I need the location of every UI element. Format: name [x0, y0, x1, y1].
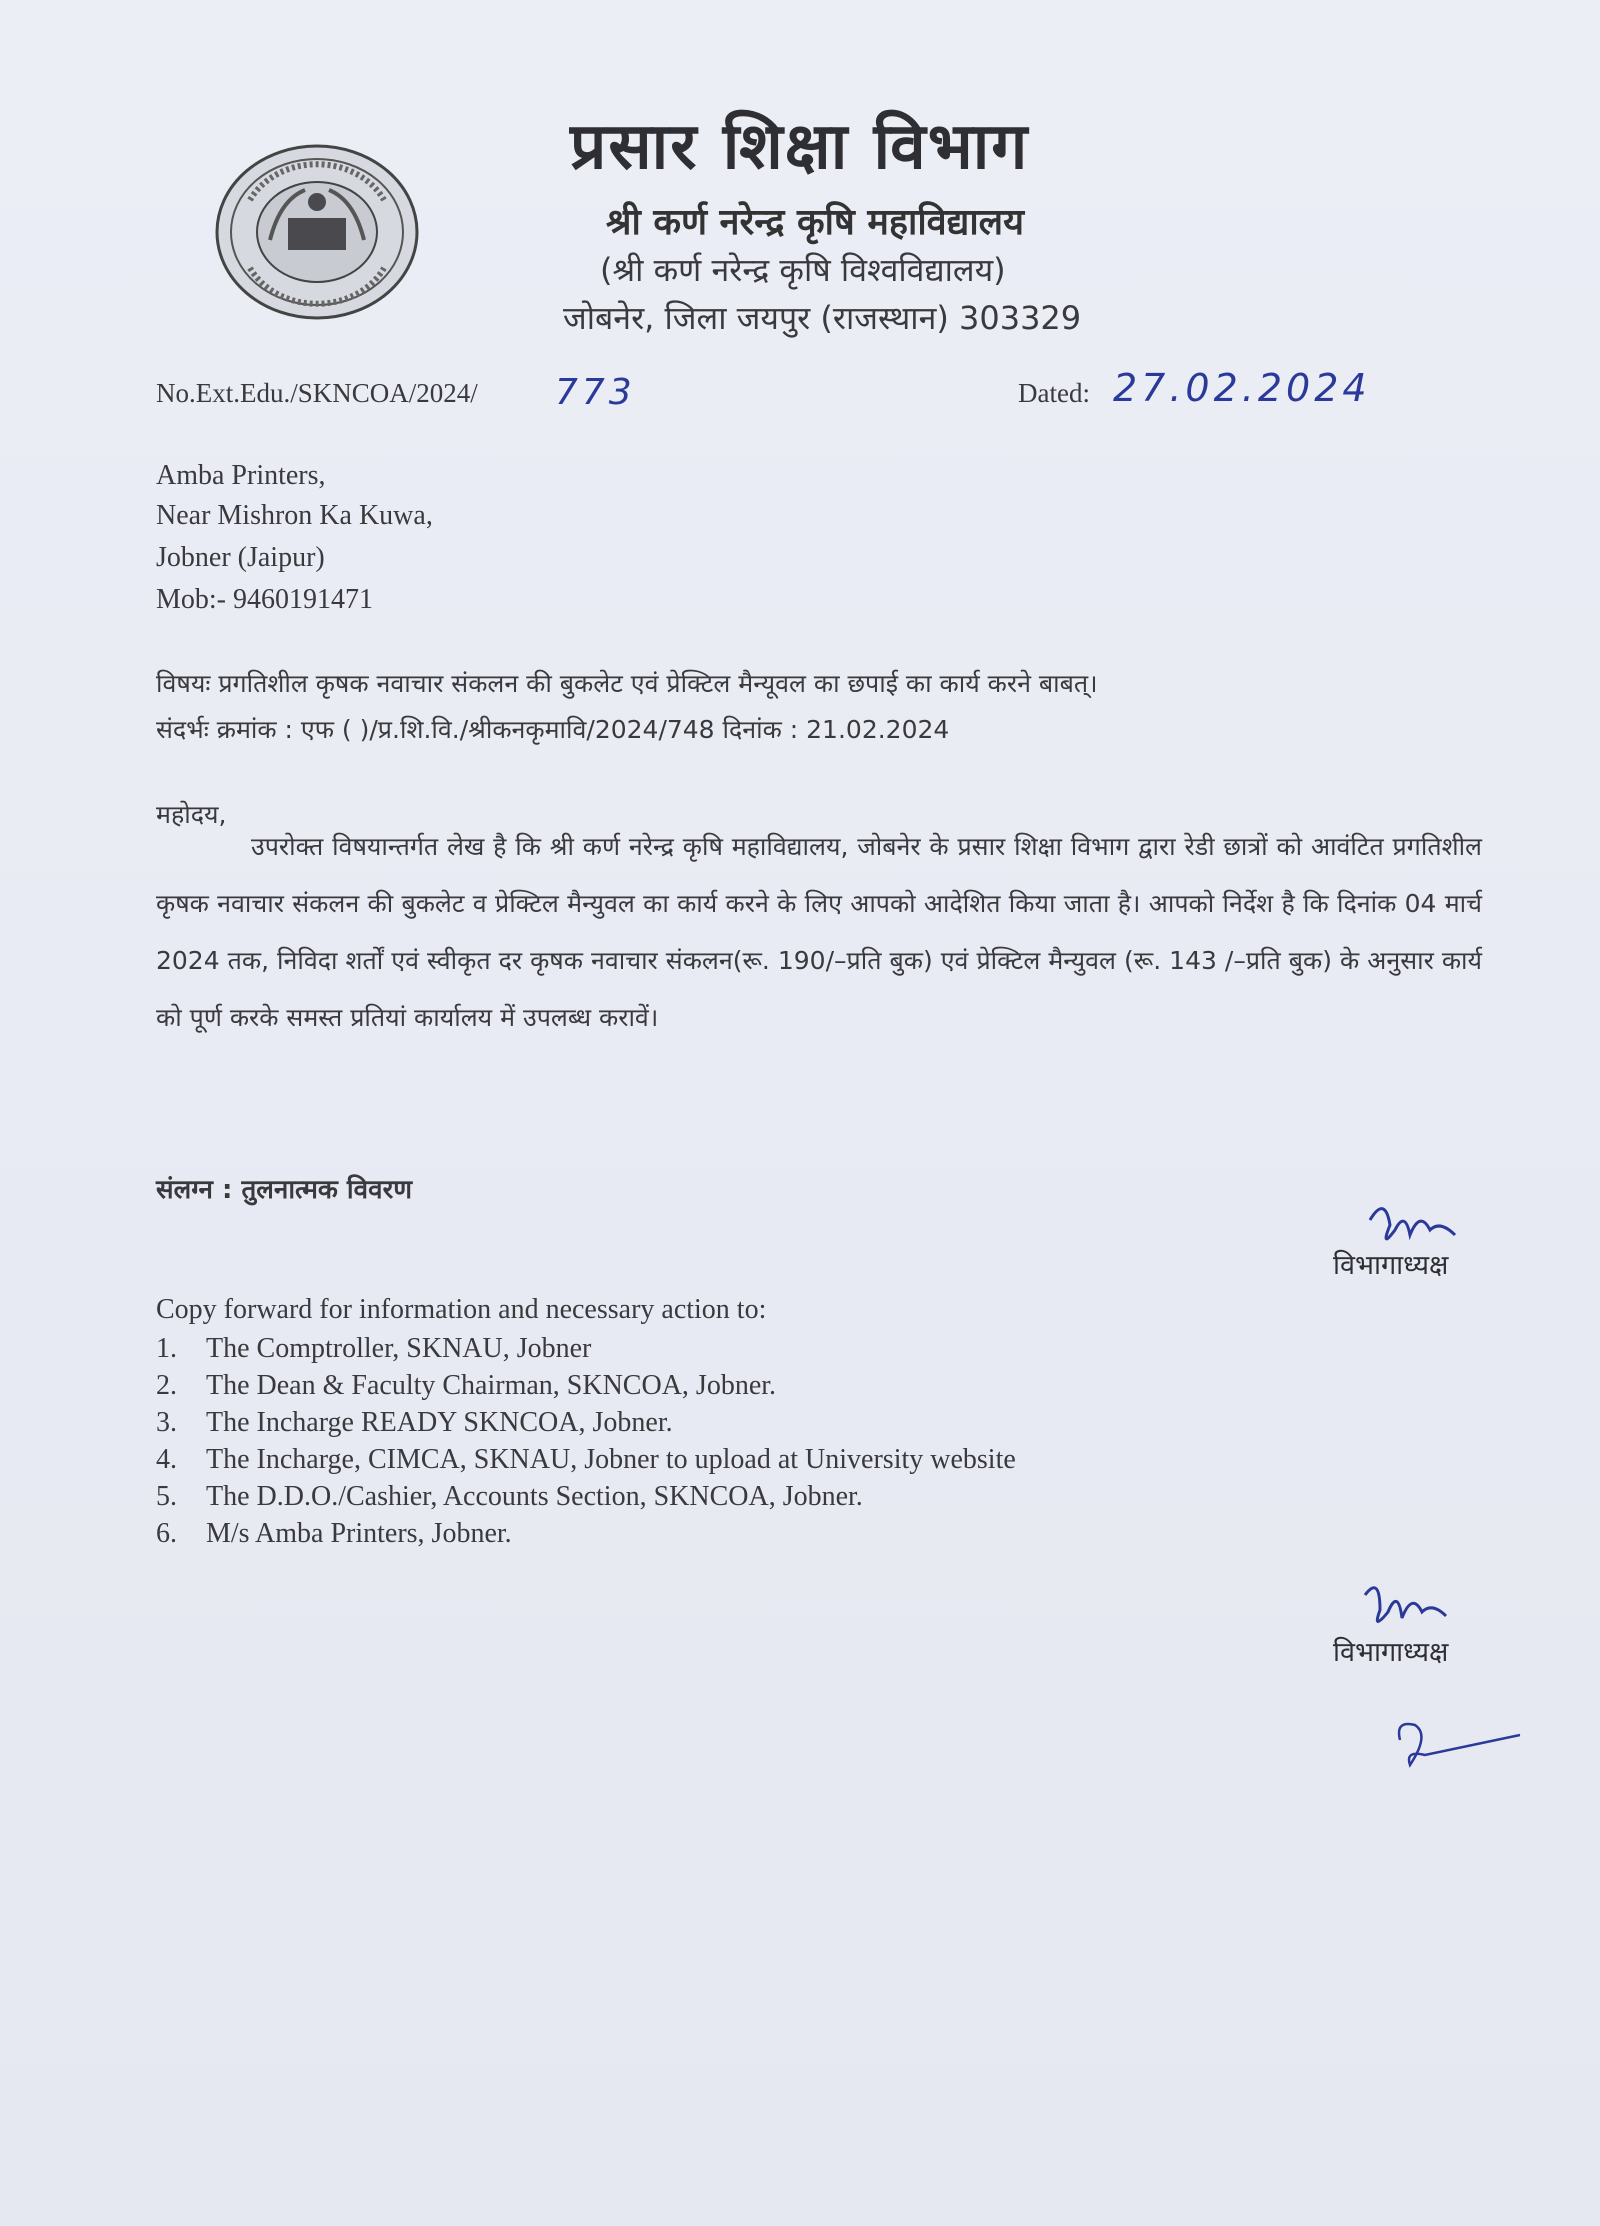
reference-number-handwritten: 773: [555, 372, 636, 413]
date-handwritten: 27.02.2024: [1113, 366, 1371, 410]
signatory-title: विभागाध्यक्ष: [1333, 1250, 1449, 1281]
university-seal-logo: [210, 140, 425, 325]
college-name: श्री कर्ण नरेन्द्र कृषि महाविद्यालय: [606, 202, 1024, 243]
reference-number-label: No.Ext.Edu./SKNCOA/2024/: [156, 378, 478, 408]
copy-forward-list: [156, 1330, 1016, 1552]
list-item: 5. The D.D.O./Cashier, Accounts Section, SKNCOA, Jobner.: [156, 1481, 863, 1512]
subject-line: विषयः प्रगतिशील कृषक नवाचार संकलन की बुकलेट एवं प्रेक्टिल मैन्यूवल का छपाई का कार्य करने बाबत्।: [156, 669, 1098, 698]
reference-line: संदर्भः क्रमांक : एफ ( )/प्र.शि.वि./श्रीकनकृमावि/2024/748 दिनांक : 21.02.2024: [156, 715, 950, 744]
addressee-line: Near Mishron Ka Kuwa,: [156, 500, 433, 531]
signature-mark: [1350, 1570, 1480, 1640]
addressee-line: Jobner (Jaipur): [156, 542, 325, 573]
enclosure-note: संलग्न : तुलनात्मक विवरण: [156, 1175, 413, 1205]
university-name: (श्री कर्ण नरेन्द्र कृषि विश्वविद्यालय): [600, 251, 1006, 289]
copy-forward-heading: Copy forward for information and necessary action to:: [156, 1294, 767, 1325]
list-item: 1. The Comptroller, SKNAU, Jobner: [156, 1333, 592, 1364]
dated-label: Dated:: [1018, 378, 1090, 408]
body-paragraph: उपरोक्त विषयान्तर्गत लेख है कि श्री कर्ण नरेन्द्र कृषि महाविद्यालय, जोबनेर के प्रसार शिक्षा विभाग द्वारा रेडी छात्रों को आवंटित प्रगतिशील कृषक नवाचार संकलन की बुकलेट व प्रेक्टिल मैन्युवल का कार्य करने के लिए आपको आदेशित किया जाता है। आपको निर्देश है कि दिनांक 04 मार्च 2024 तक, निविदा शर्तों एवं स्वीकृत दर कृषक नवाचार संकलन(रू. 190/–प्रति बुक) एवं प्रेक्टिल मैन्युवल (रू. 143 /–प्रति बुक) के अनुसार कार्य को पूर्ण करके समस्त प्रतियां कार्यालय में उपलब्ध करावें।: [156, 832, 1482, 1032]
addressee-line: Amba Printers,: [156, 460, 326, 491]
list-item: 2. The Dean & Faculty Chairman, SKNCOA, Jobner.: [156, 1370, 777, 1401]
list-item: 6. M/s Amba Printers, Jobner.: [156, 1518, 512, 1549]
addressee-line: Mob:- 9460191471: [156, 584, 373, 615]
department-title: प्रसार शिक्षा विभाग: [570, 110, 1030, 184]
salutation: महोदय,: [156, 800, 227, 829]
list-item: 4. The Incharge, CIMCA, SKNAU, Jobner to upload at University website: [156, 1444, 1016, 1475]
list-item: 3. The Incharge READY SKNCOA, Jobner.: [156, 1407, 673, 1438]
signatory-title: विभागाध्यक्ष: [1333, 1637, 1449, 1668]
initials-mark: [1390, 1710, 1530, 1780]
address: जोबनेर, जिला जयपुर (राजस्थान) 303329: [563, 299, 1082, 337]
